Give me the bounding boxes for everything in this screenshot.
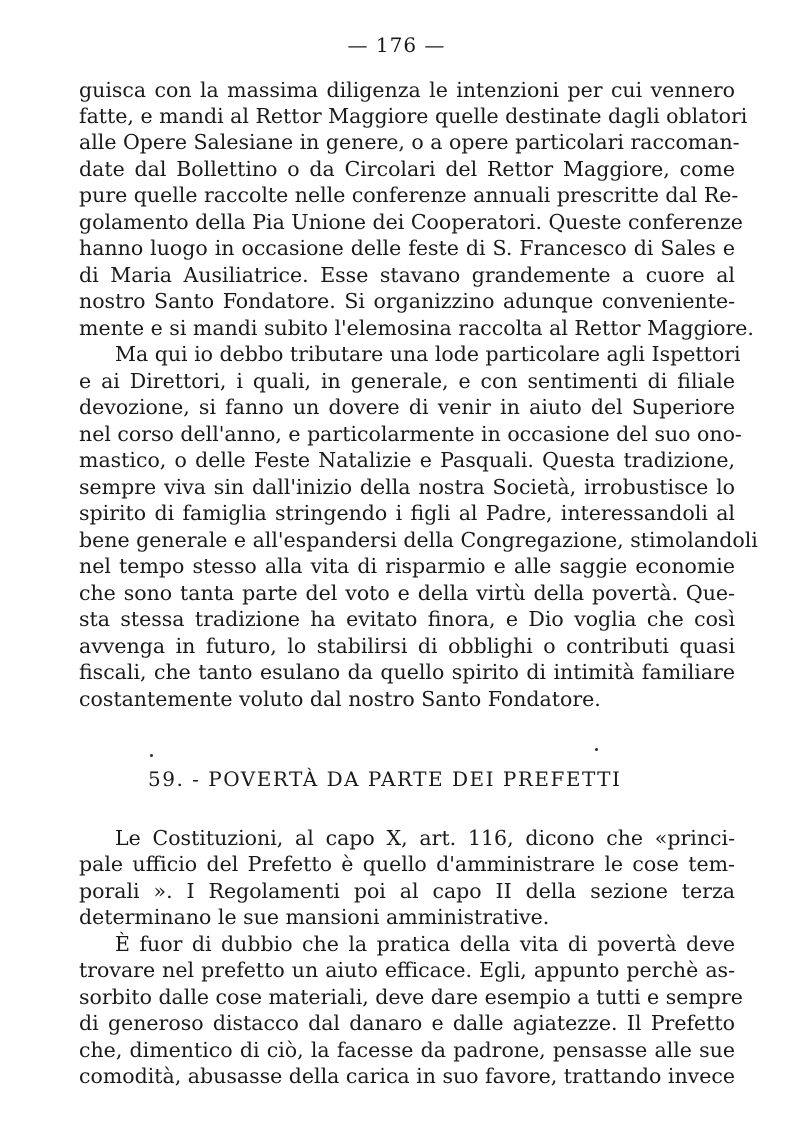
text-line: e ai Direttori, i quali, in generale, e con sentimenti di filiale bbox=[79, 369, 735, 393]
text-line: che, dimentico di ciò, la facesse da padrone, pensasse alle sue bbox=[79, 1038, 735, 1062]
text-line: Ma qui io debbo tributare una lode particolare agli Ispettori bbox=[115, 342, 741, 366]
text-line: pure quelle raccolte nelle conferenze annuali prescritte dal Re- bbox=[79, 183, 739, 207]
text-line: pale ufficio del Prefetto è quello d'amministrare le cose tem- bbox=[79, 852, 735, 876]
text-line: comodità, abusasse della carica in suo favore, trattando invece bbox=[79, 1064, 735, 1088]
text-line: alle Opere Salesiane in genere, o a opere particolari raccoman- bbox=[79, 130, 740, 154]
text-line: devozione, si fanno un dovere di venir in aiuto del Superiore bbox=[79, 395, 735, 419]
text-line: Le Costituzioni, al capo X, art. 116, dicono che «princi- bbox=[115, 826, 735, 850]
text-line: bene generale e all'espandersi della Congregazione, stimolandoli bbox=[79, 528, 758, 552]
text-line: trovare nel prefetto un aiuto efficace. Egli, appunto perchè as- bbox=[79, 958, 735, 982]
text-line: golamento della Pia Unione dei Cooperatori. Queste conferenze bbox=[79, 210, 743, 234]
page-number: — 176 — bbox=[347, 33, 446, 57]
text-line: mente e si mandi subito l'elemosina raccolta al Rettor Maggiore. bbox=[79, 316, 754, 340]
text-line: avvenga in futuro, lo stabilirsi di obblighi o contributi quasi bbox=[79, 634, 735, 658]
text-line: nostro Santo Fondatore. Si organizzino adunque convenientе- bbox=[79, 289, 735, 313]
ink-speck bbox=[150, 754, 153, 757]
text-line: hanno luogo in occasione delle feste di S. Francesco di Sales e bbox=[79, 236, 735, 260]
text-line: È fuor di dubbio che la pratica della vita di povertà deve bbox=[115, 932, 735, 956]
text-line: fatte, e mandi al Rettor Maggiore quelle destinate dagli oblatori bbox=[79, 104, 748, 128]
text-line: determinano le sue mansioni amministrative. bbox=[79, 905, 550, 929]
text-line: sempre viva sin dall'inizio della nostra Società, irrobustisce lo bbox=[79, 475, 735, 499]
text-line: sorbito dalle cose materiali, deve dare esempio a tutti e sempre bbox=[79, 985, 743, 1009]
section-heading: 59. - POVERTÀ DA PARTE DEI PREFETTI bbox=[148, 767, 622, 791]
text-line: sta stessa tradizione ha evitato finora, e Dio voglia che così bbox=[79, 607, 735, 631]
text-line: spirito di famiglia stringendo i figli al Padre, interessandoli al bbox=[79, 501, 735, 525]
text-line: porali ». I Regolamenti poi al capo II della sezione terza bbox=[79, 879, 735, 903]
text-line: di generoso distacco dal danaro e dalle agiatezze. Il Prefetto bbox=[79, 1011, 735, 1035]
text-line: di Maria Ausiliatrice. Esse stavano grandemente a cuore al bbox=[79, 263, 735, 287]
text-line: guisca con la massima diligenza le intenzioni per cui vennero bbox=[79, 78, 735, 102]
text-line: date dal Bollettino o da Circolari del Rettor Maggiore, come bbox=[79, 157, 735, 181]
ink-speck bbox=[595, 748, 598, 751]
text-line: nel corso dell'anno, e particolarmente in occasione del suo ono- bbox=[79, 422, 742, 446]
text-line: mastico, o delle Feste Natalizie e Pasquali. Questa tradizione, bbox=[79, 448, 735, 472]
text-line: fiscali, che tanto esulano da quello spirito di intimità familiare bbox=[79, 660, 735, 684]
text-line: costantemente voluto dal nostro Santo Fondatore. bbox=[79, 687, 601, 711]
text-line: che sono tanta parte del voto e della virtù della povertà. Que- bbox=[79, 581, 735, 605]
text-line: nel tempo stesso alla vita di risparmio e alle saggie economie bbox=[79, 554, 735, 578]
